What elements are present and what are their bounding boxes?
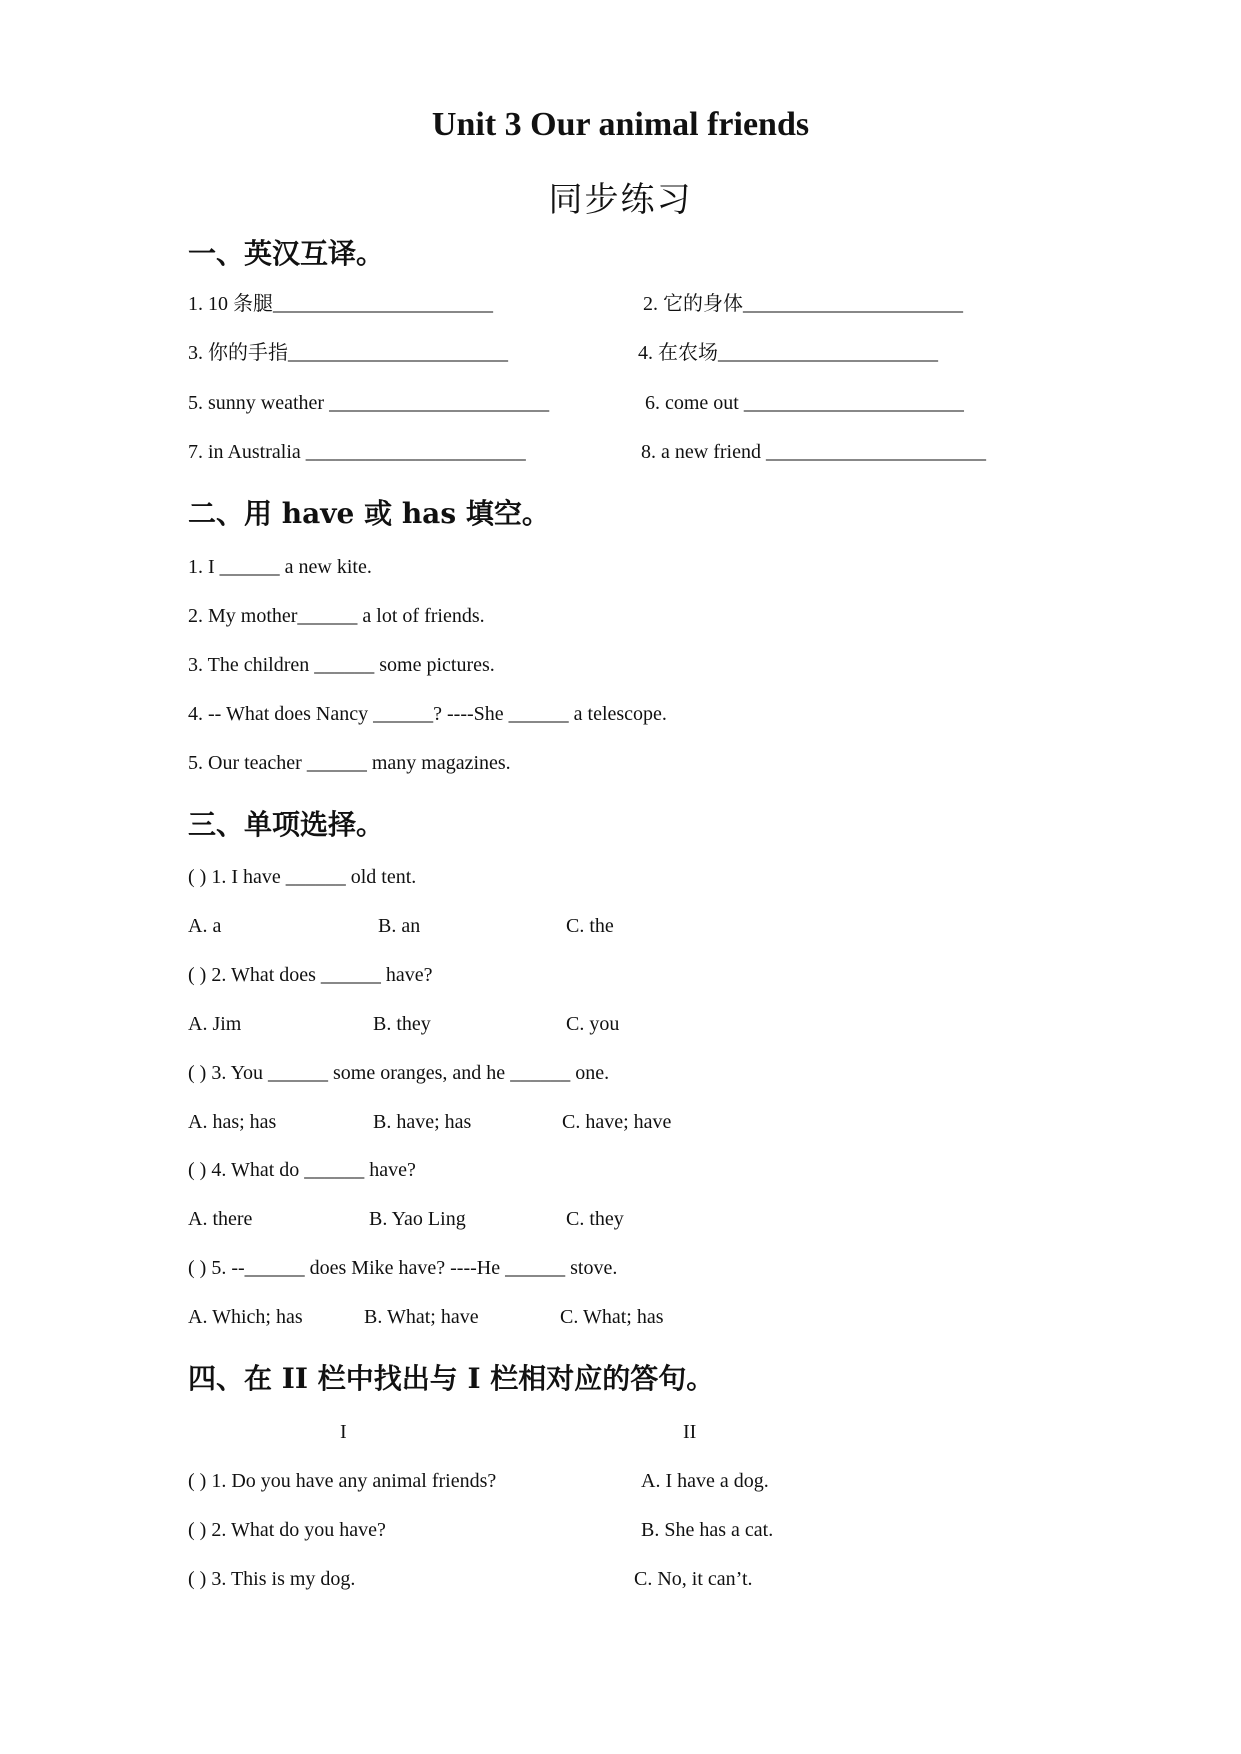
s4-row-1-left: ( ) 1. Do you have any animal friends?: [188, 1470, 497, 1492]
s4-row-3-left: ( ) 3. This is my dog.: [188, 1568, 356, 1590]
s3-q4-option-c: C. they: [566, 1208, 624, 1230]
s2-item-2: 2. My mother______ a lot of friends.: [188, 605, 485, 627]
s4-col2-header: II: [683, 1421, 697, 1443]
s3-q4-option-b: B. Yao Ling: [369, 1208, 466, 1230]
s4-row-3-right: C. No, it can’t.: [634, 1568, 753, 1590]
section4-heading: 四、在 II 栏中找出与 I 栏相对应的答句。: [188, 1362, 715, 1395]
s3-q5-option-b: B. What; have: [364, 1306, 479, 1328]
s3-q2-option-a: A. Jim: [188, 1013, 242, 1035]
s3-q2-option-c: C. you: [566, 1013, 620, 1035]
s1-item-5: 5. sunny weather ______________________: [188, 392, 550, 414]
s3-q1-option-a: A. a: [188, 915, 222, 937]
s3-q1-option-c: C. the: [566, 915, 614, 937]
s2-item-3: 3. The children ______ some pictures.: [188, 654, 495, 676]
s3-q3-option-a: A. has; has: [188, 1111, 277, 1133]
s1-item-4: 4. 在农场______________________: [638, 342, 938, 364]
s3-q5-option-a: A. Which; has: [188, 1306, 303, 1328]
s1-item-3: 3. 你的手指______________________: [188, 342, 508, 364]
s1-item-1: 1. 10 条腿______________________: [188, 293, 493, 315]
s3-q4-option-a: A. there: [188, 1208, 253, 1230]
section1-heading: 一、英汉互译。: [188, 237, 385, 270]
s4-row-1-right: A. I have a dog.: [641, 1470, 769, 1492]
s4-row-2-right: B. She has a cat.: [641, 1519, 774, 1541]
s3-q1-option-b: B. an: [378, 915, 421, 937]
s3-q3-option-c: C. have; have: [562, 1111, 672, 1133]
s3-question-4: ( ) 4. What do ______ have?: [188, 1159, 416, 1181]
section2-heading: 二、用 have 或 has 填空。: [188, 497, 550, 530]
section3-heading: 三、单项选择。: [188, 808, 385, 841]
page-title: Unit 3 Our animal friends: [431, 106, 810, 143]
s1-item-8: 8. a new friend ______________________: [641, 441, 986, 463]
s3-q3-option-b: B. have; has: [373, 1111, 472, 1133]
s2-item-4: 4. -- What does Nancy ______? ----She ______ a telescope.: [188, 703, 667, 725]
s2-item-1: 1. I ______ a new kite.: [188, 556, 372, 578]
s3-question-3: ( ) 3. You ______ some oranges, and he ______ one.: [188, 1062, 610, 1084]
s1-item-2: 2. 它的身体______________________: [643, 293, 963, 315]
s3-question-5: ( ) 5. --______ does Mike have? ----He ______ stove.: [188, 1257, 618, 1279]
s4-col1-header: I: [340, 1421, 347, 1443]
s3-q5-option-c: C. What; has: [560, 1306, 664, 1328]
s1-item-6: 6. come out ______________________: [645, 392, 964, 414]
s3-question-2: ( ) 2. What does ______ have?: [188, 964, 433, 986]
s3-q2-option-b: B. they: [373, 1013, 431, 1035]
page-subtitle: 同步练习: [548, 180, 693, 220]
s1-item-7: 7. in Australia ______________________: [188, 441, 526, 463]
s2-item-5: 5. Our teacher ______ many magazines.: [188, 752, 511, 774]
s3-question-1: ( ) 1. I have ______ old tent.: [188, 866, 417, 888]
s4-row-2-left: ( ) 2. What do you have?: [188, 1519, 386, 1541]
